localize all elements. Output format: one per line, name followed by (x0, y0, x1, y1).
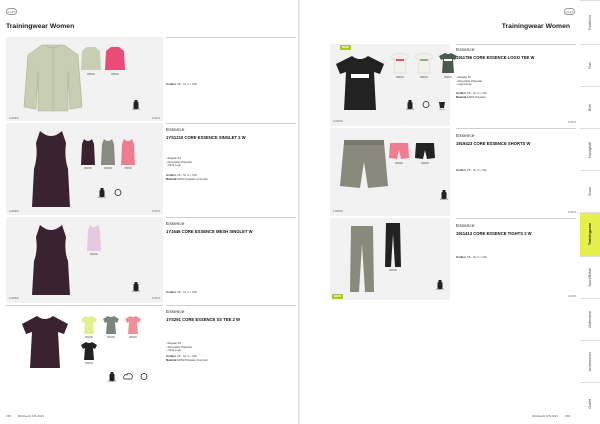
product-1-care (130, 100, 142, 112)
bottle-icon (133, 100, 139, 109)
product-3-price: 24,95 € (152, 297, 160, 300)
tights-swatch-1 (384, 222, 402, 268)
product-r2-brand: Essence (456, 134, 475, 139)
product-4-care (106, 372, 150, 384)
product-2-brand: Essence (166, 128, 185, 133)
care-symbol (122, 372, 134, 381)
product-3-art-left: 1A1B030 (9, 297, 19, 300)
right-catalog-name: Workwork F/S 2021 (531, 414, 559, 418)
product-r3-text (456, 218, 576, 300)
logo-tee-large-image (334, 54, 386, 112)
product-2-care (96, 188, 124, 200)
care-symbol: Repel M (106, 372, 118, 384)
tab-outlet[interactable]: Outlet (580, 382, 600, 424)
swatch-code: 999000 (111, 73, 119, 76)
product-3-specs: Größen:XS - XL / L / XXL (166, 291, 198, 294)
mesh-singlet-swatch-1 (86, 224, 102, 252)
care-symbol: Repel M (96, 188, 108, 200)
swatch-code: 999000 (129, 336, 137, 339)
product-r3-care (434, 280, 446, 292)
product-r1-bullets: - Regular Fit - Recycelter Polyester - Logo-Druck (456, 76, 483, 86)
swatch-code: 999000 (104, 167, 112, 170)
swatch-code: 999000 (396, 76, 404, 79)
left-section-title: Trainingwear Women (6, 23, 75, 30)
tights-large-image (348, 224, 376, 294)
swatch-code: 999000 (87, 73, 95, 76)
care-symbol: Repel M (434, 280, 446, 292)
swatch-code: 999000 (107, 336, 115, 339)
product-r3-specs: Größen:XS - XL / L / XXL (456, 256, 488, 259)
left-catalog-name: Workwork F/S 2021 (17, 414, 45, 418)
recycle-icon (422, 100, 430, 109)
wash-icon (438, 100, 446, 109)
category-tabs (580, 0, 600, 424)
right-footer (532, 414, 570, 418)
right-page-number: 159 (564, 414, 570, 418)
swatch-code: 785000 (124, 167, 132, 170)
left-page-badge: CAFT (7, 10, 16, 14)
swatch-code: 999000 (389, 269, 397, 272)
product-4-text (166, 305, 296, 385)
right-page-badge: CAFT (565, 10, 574, 14)
left-footer (6, 414, 44, 418)
bottle-icon (407, 100, 413, 109)
care-symbol (138, 372, 150, 381)
jacket-large-image (20, 41, 86, 115)
tab-snow[interactable]: Snow (580, 170, 600, 212)
bottle-icon (99, 188, 105, 197)
product-2-bullets: - Regular Fit - Recycelter Polyester - Ohne Logo (166, 157, 193, 167)
tab-bike[interactable]: Bike (580, 86, 600, 128)
product-4-brand: Essence (166, 310, 185, 315)
mesh-singlet-large-image (28, 223, 74, 297)
divider (166, 37, 296, 121)
cloud-icon (123, 372, 133, 381)
swatch-code: 999000 (85, 336, 93, 339)
singlet-large-image (28, 129, 74, 209)
product-r1-specs: Größen:XS - XL / L / XXL Material:100% Polyester (456, 92, 488, 99)
recycle-icon (139, 372, 149, 381)
product-3-text (166, 217, 296, 303)
care-symbol: Repel M (404, 100, 416, 112)
bottle-icon (109, 372, 115, 381)
product-2-title: 1YS1210 CORE ESSENCE SINGLET 2 W (166, 135, 246, 140)
shorts-swatch-1 (388, 142, 410, 160)
product-r2-specs: Größen:XS - XL / L / XXL (456, 169, 488, 172)
product-r2-price: 24,95 € (568, 211, 576, 214)
jacket-swatch-2 (104, 46, 126, 72)
shorts-swatch-2 (414, 142, 436, 160)
tab-run[interactable]: Run (580, 44, 600, 86)
tab-handyball[interactable]: Handyball (580, 128, 600, 170)
product-2-text (166, 123, 296, 215)
product-1-price: 24,95 € (152, 117, 160, 120)
care-symbol: Wash (436, 100, 448, 112)
product-2-art-left: 1A1B030 (9, 210, 19, 213)
product-r1-title: 1911786 CORE ESSENCE LOGO TEE W (456, 55, 535, 60)
right-page (300, 0, 580, 424)
bottle-icon (437, 280, 443, 289)
tee-large-image (20, 314, 70, 370)
swatch-code: 999000 (420, 76, 428, 79)
tab-outerwear[interactable]: Outerwear (580, 298, 600, 340)
new-badge: NEW (334, 294, 341, 299)
care-symbol: Repel M (438, 190, 450, 202)
product-r1-text (456, 44, 576, 126)
tee-swatch-3 (124, 315, 142, 335)
product-r1-price: 24,95 € (568, 121, 576, 124)
singlet-swatch-3 (120, 138, 136, 166)
care-symbol: Repel M (130, 282, 142, 294)
tab-accessories[interactable]: Accessories (580, 340, 600, 382)
product-3-brand: Essence (166, 222, 185, 227)
tee-swatch-1 (80, 315, 98, 335)
product-1-specs: Größen:XS - XL / L / XXL (166, 83, 198, 86)
product-r2-text (456, 128, 576, 216)
new-badge: NEW (342, 45, 349, 50)
product-3-title: 1Y1646 CORE ESSENCE MESH SINGLET W (166, 229, 253, 234)
swatch-code: 999000 (90, 253, 98, 256)
product-r2-art-left: 1A1B030 (333, 210, 343, 213)
product-4-title: 1YS291 CORE ESSENCE SS TEE 2 W (166, 317, 241, 322)
tee-swatch-4 (80, 341, 98, 361)
care-symbol (112, 188, 124, 197)
logo-tee-swatch-3 (438, 52, 458, 74)
product-r1-care (404, 100, 448, 112)
singlet-swatch-1 (80, 138, 96, 166)
logo-tee-swatch-2 (414, 52, 434, 74)
jacket-swatch-1 (80, 46, 102, 72)
care-symbol: Repel M (130, 100, 142, 112)
shorts-large-image (338, 138, 390, 192)
product-2-specs: Größen:XS - XL / L / XXL Material:100% Polyester (recycelt) (166, 174, 208, 181)
product-r3-title: 1911413 CORE ESSENCE TIGHTS 2 W (456, 231, 532, 236)
product-1-art-left: 1A1B030 (9, 117, 19, 120)
tab-footbrink[interactable]: Footbrink (580, 0, 600, 44)
bottle-icon (441, 190, 447, 199)
product-4-specs: Größen:XS - XL / L / XXL Material:100% Polyester (recycelt) (166, 355, 208, 362)
tab-sport-retail[interactable]: Sport/Retail (580, 256, 600, 298)
left-page (0, 0, 298, 424)
bottle-icon (133, 282, 139, 291)
product-r3-brand: Essence (456, 224, 475, 229)
tee-swatch-2 (102, 315, 120, 335)
swatch-code: 999000 (421, 162, 429, 165)
product-3-care (130, 282, 142, 294)
product-r1-art-left: 1A1B030 (333, 120, 343, 123)
swatch-code: 999000 (85, 362, 93, 365)
care-symbol (420, 100, 432, 109)
swatch-code: 999000 (395, 162, 403, 165)
product-r1-brand: Essence (456, 48, 475, 53)
swatch-code: 999000 (444, 76, 452, 79)
tab-trainingwear[interactable]: Trainingwear (580, 212, 600, 256)
singlet-swatch-2 (100, 138, 116, 166)
swatch-code: 999000 (84, 167, 92, 170)
right-section-title: Trainingwear Women (501, 23, 570, 30)
product-r2-title: 1919423 CORE ESSENCE SHORTS W (456, 141, 531, 146)
product-2-price: 24,95 € (152, 210, 160, 213)
product-r3-price: 24,95 € (568, 295, 576, 298)
product-r2-care (438, 190, 450, 202)
left-page-number: 158 (6, 414, 12, 418)
logo-tee-swatch-1 (390, 52, 410, 74)
product-4-bullets: - Regular Fit - Recycelter Polyester - Ohne Logo (166, 342, 193, 352)
recycle-icon (114, 188, 122, 197)
